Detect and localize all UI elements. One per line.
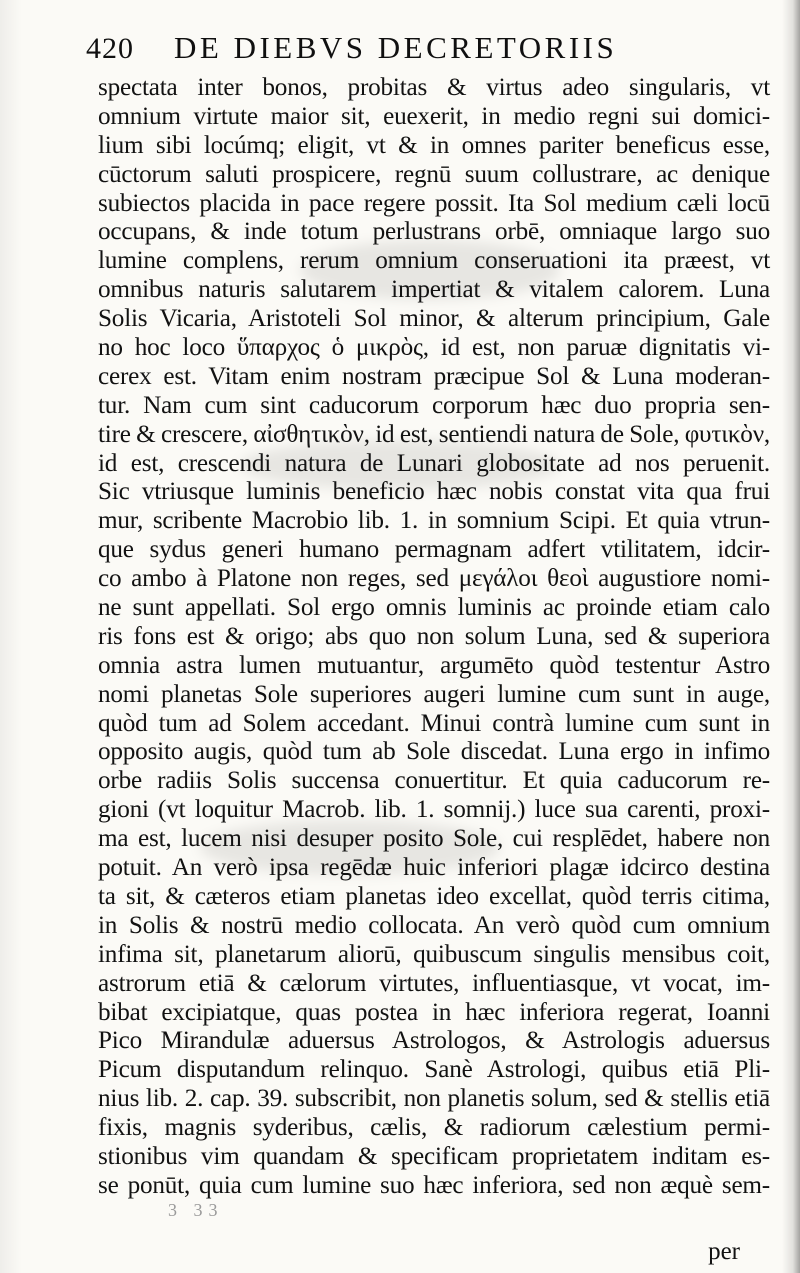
text-line: se ponūt, quia cum lumine suo hæc inferiora, sed non æquè sem- — [98, 1171, 770, 1199]
text-line: omnium virtute maior sit, euexerit, in medio regni sui domici- — [98, 102, 770, 130]
text-line: Solis Vicaria, Aristoteli Sol minor, & alterum principium, Gale — [98, 305, 770, 333]
text-line: orbe radiis Solis succensa conuertitur. Et quia caducorum re- — [98, 767, 770, 795]
text-line: fixis, magnis syderibus, cælis, & radiorum cælestium permi- — [98, 1114, 770, 1142]
text-line: astrorum etiā & cælorum virtutes, influentiasque, vt vocat, im- — [98, 969, 770, 997]
text-line: quòd tum ad Solem accedant. Minui contrà lumine cum sunt in — [98, 709, 770, 737]
text-line: subiectos placida in pace regere possit. Ita Sol medium cæli locū — [98, 189, 770, 217]
text-line: id est, crescendi natura de Lunari globositate ad nos peruenit. — [98, 449, 770, 477]
text-line: opposito augis, quòd tum ab Sole discedat. Luna ergo in infimo — [98, 738, 770, 766]
text-line: omnia astra lumen mutuantur, argumēto quòd testentur Astro — [98, 651, 770, 679]
text-line: stionibus vim quandam & specificam proprietatem inditam es- — [98, 1142, 770, 1170]
text-line: ris fons est & origo; abs quo non solum Luna, sed & superiora — [98, 622, 770, 650]
text-line: gioni (vt loquitur Macrob. lib. 1. somnij.) luce sua carenti, proxi- — [98, 796, 770, 824]
text-line: spectata inter bonos, probitas & virtus adeo singularis, vt — [98, 74, 770, 101]
text-line: tur. Nam cum sint caducorum corporum hæc duo propria sen- — [98, 391, 770, 419]
text-line: Pico Mirandulæ aduersus Astrologos, & Astrologis aduersus — [98, 1027, 770, 1055]
text-line: bibat excipiatque, quas postea in hæc inferiora regerat, Ioanni — [98, 998, 770, 1026]
text-line: nomi planetas Sole superiores augeri lumine cum sunt in auge, — [98, 680, 770, 708]
text-line: occupans, & inde totum perlustrans orbē, omniaque largo suo — [98, 218, 770, 246]
text-line: ma est, lucem nisi desuper posito Sole, cui resplēdet, habere non — [98, 825, 770, 853]
text-line: ne sunt appellati. Sol ergo omnis luminis ac proinde etiam calo — [98, 594, 770, 622]
running-title: DE DIEBVS DECRETORIIS — [174, 30, 618, 65]
text-line: lumine complens, rerum omnium conseruationi ita præest, vt — [98, 247, 770, 275]
text-line: Sic vtriusque luminis beneficio hæc nobis constat vita qua frui — [98, 478, 770, 506]
text-line: tire & crescere, αἰσθητικὸν, id est, sentiendi natura de Sole, φυτικὸν, — [98, 420, 770, 448]
text-line: mur, scribente Macrobio lib. 1. in somnium Scipi. Et quia vtrun- — [98, 507, 770, 535]
text-line: cūctorum saluti prospicere, regnū suum collustrare, ac denique — [98, 160, 770, 188]
text-line: nius lib. 2. cap. 39. subscribit, non planetis solum, sed & stellis etiā — [98, 1085, 770, 1113]
text-line: infima sit, planetarum aliorū, quibuscum singulis mensibus coit, — [98, 940, 770, 968]
text-line: Picum disputandum relinquo. Sanè Astrologi, quibus etiā Pli- — [98, 1056, 770, 1084]
page-edge-shadow — [782, 0, 800, 1273]
text-line: omnibus naturis salutarem impertiat & vitalem calorem. Luna — [98, 276, 770, 304]
margin-ink-mark: 3 33 — [168, 1200, 224, 1220]
text-line: cerex est. Vitam enim nostram præcipue Sol & Luna moderan- — [98, 362, 770, 390]
text-line: ta sit, & cæteros etiam planetas ideo excellat, quòd terris citima, — [98, 882, 770, 910]
catchword: per — [708, 1238, 740, 1265]
text-line: que sydus generi humano permagnam adfert vtilitatem, idcir- — [98, 536, 770, 564]
running-head — [86, 30, 617, 74]
page-number: 420 — [86, 32, 134, 65]
text-line: lium sibi locúmq; eligit, vt & in omnes pariter beneficus esse, — [98, 131, 770, 159]
text-line: co ambo à Platone non reges, sed μεγάλοι θεοὶ augustiore nomi- — [98, 565, 770, 593]
text-line: potuit. An verò ipsa regēdæ huic inferiori plagæ idcirco destina — [98, 854, 770, 882]
text-line: no hoc loco ὕπαρχος ὁ μικρὸς, id est, non paruæ dignitatis vi- — [98, 334, 770, 362]
body-text — [98, 74, 770, 1201]
gutter-shadow — [0, 0, 22, 1273]
text-line: in Solis & nostrū medio collocata. An verò quòd cum omnium — [98, 911, 770, 939]
